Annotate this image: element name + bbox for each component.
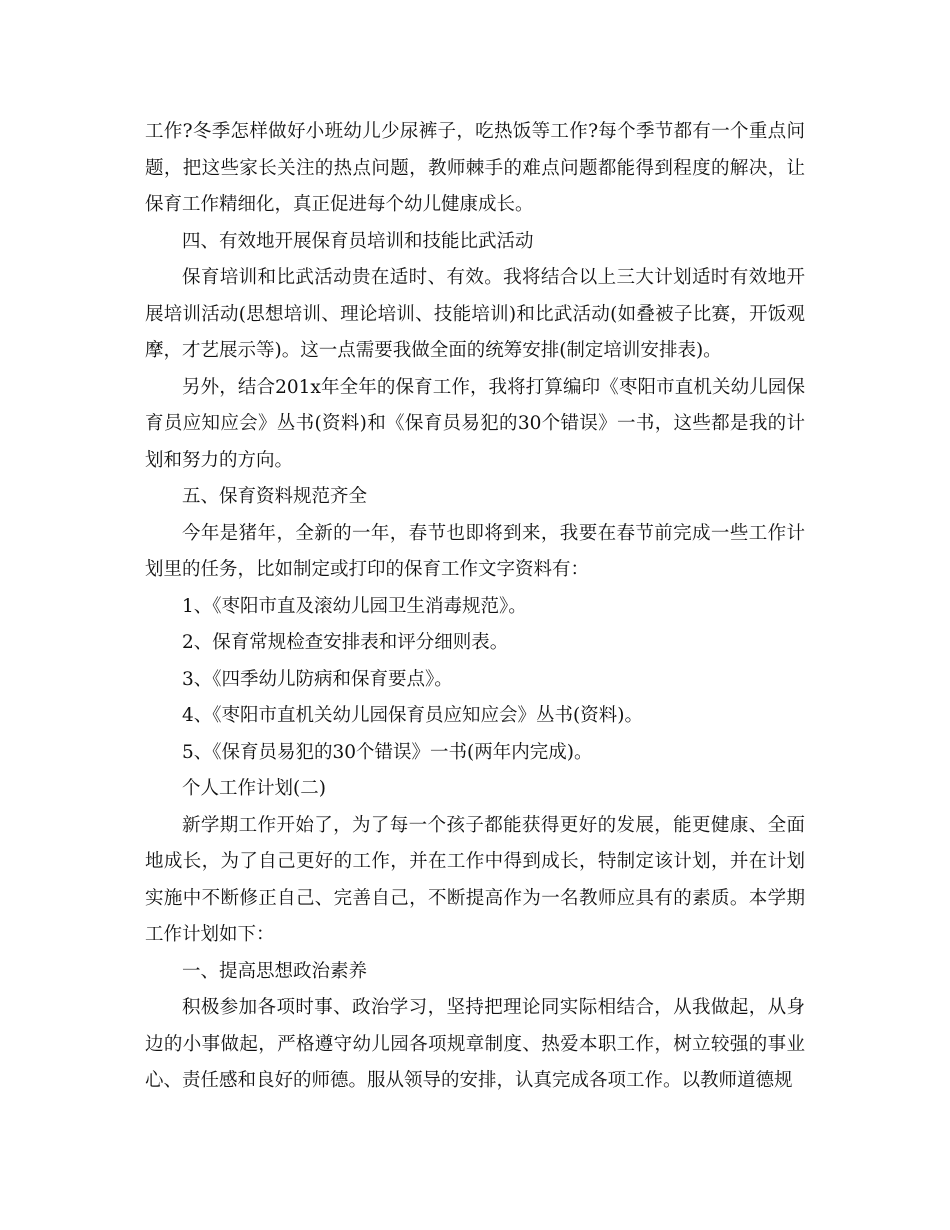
heading-plan-2: 个人工作计划(二) [182,778,326,799]
list-item-3: 3、《四季幼儿防病和保育要点》。 [182,668,453,690]
paragraph-1: 工作?冬季怎样做好小班幼儿少尿裤子，吃热饭等工作?每个季节都有一个重点问题，把这些家长关注的热点问题，教师棘手的难点问题都能得到程度的解决，让保育工作精细化，真正促进每个幼儿健康成长。 [145,121,805,215]
paragraph-training: 保育培训和比武活动贵在适时、有效。我将结合以上三大计划适时有效地开展培训活动(思想培训、理论培训、技能培训)和比武活动(如叠被子比赛，开饭观摩，才艺展示等)。这一点需要我做全面的统筹安排(制定培训安排表)。 [145,267,805,361]
list-item-4: 4、《枣阳市直机关幼儿园保育员应知应会》丛书(资料)。 [182,705,643,726]
heading-section-1: 一、提高思想政治素养 [182,960,368,982]
paragraph-political-study: 积极参加各项时事、政治学习，坚持把理论同实际相结合，从我做起，从身边的小事做起，严格遵守幼儿园各项规章制度、热爱本职工作，树立较强的事业心、责任感和良好的师德。服从领导的安排，认真完成各项工作。以教师道德规 [145,997,805,1091]
list-item-2: 2、保育常规检查安排表和评分细则表。 [182,632,509,653]
paragraph-new-semester: 新学期工作开始了，为了每一个孩子都能获得更好的发展，能更健康、全面地成长，为了自己更好的工作，并在工作中得到成长，特制定该计划，并在计划实施中不断修正自己、完善自己，不断提高作为一名教师应具有的素质。本学期工作计划如下： [145,814,805,945]
heading-section-5: 五、保育资料规范齐全 [182,486,368,507]
paragraph-publication-plan: 另外，结合201x年全年的保育工作，我将打算编印《枣阳市直机关幼儿园保育员应知应会》丛书(资料)和《保育员易犯的30个错误》一书，这些都是我的计划和努力的方向。 [145,376,805,471]
heading-section-4: 四、有效地开展保育员培训和技能比武活动 [182,230,534,252]
list-item-5: 5、《保育员易犯的30个错误》一书(两年内完成)。 [182,741,593,763]
list-item-1: 1、《枣阳市直及滚幼儿园卫生消毒规范》。 [182,595,527,617]
document-body [145,114,805,1100]
paragraph-new-year: 今年是猪年，全新的一年，春节也即将到来，我要在春节前完成一些工作计划里的任务，比如制定或打印的保育工作文字资料有： [145,522,805,580]
